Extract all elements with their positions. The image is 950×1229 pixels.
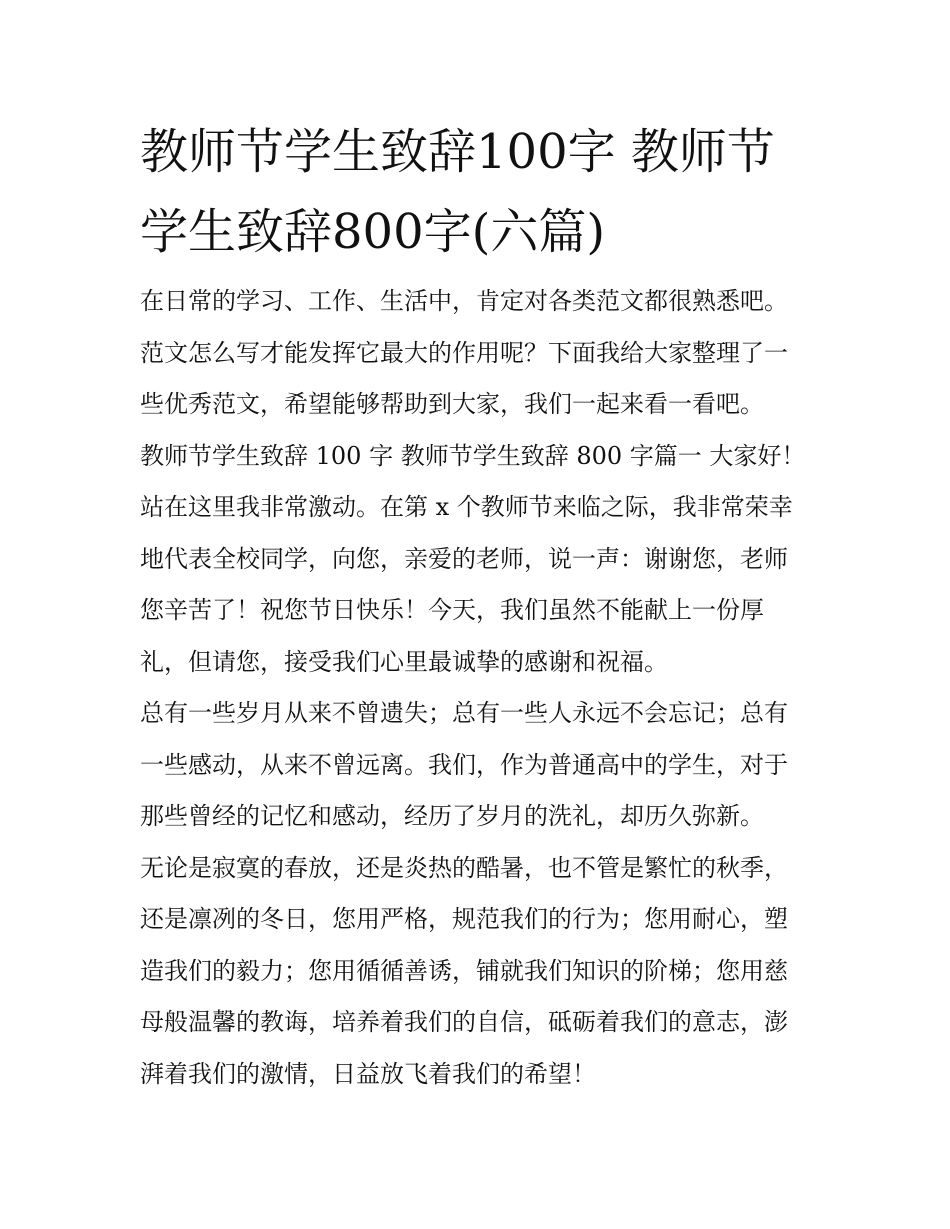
body-line-14: 造我们的毅力；您用循循善诱，铺就我们知识的阶梯；您用慈	[140, 956, 788, 985]
body-line-6: 地代表全校同学，向您，亲爱的老师，说一声：谢谢您，老师	[140, 544, 788, 573]
body-line-11: 那些曾经的记忆和感动，经历了岁月的洗礼，却历久弥新。	[140, 802, 764, 830]
body-line-9: 总有一些岁月从来不曾遗失；总有一些人永远不会忘记；总有	[140, 699, 788, 727]
body-line-5: 站在这里我非常激动。在第 x 个教师节来临之际，我非常荣幸	[140, 493, 793, 521]
body-line-2: 范文怎么写才能发挥它最大的作用呢？下面我给大家整理了一	[140, 338, 788, 367]
document-body	[140, 276, 820, 1100]
body-line-15: 母般温馨的教诲，培养着我们的自信，砥砺着我们的意志，澎	[140, 1008, 788, 1036]
body-line-7: 您辛苦了！祝您节日快乐！今天，我们虽然不能献上一份厚	[140, 596, 764, 624]
body-line-1: 在日常的学习、工作、生活中，肯定对各类范文都很熟悉吧。	[140, 287, 788, 315]
document-title: 教师节学生致辞100字 教师节学生致辞800字(六篇)	[140, 124, 775, 260]
body-line-8: 礼，但请您，接受我们心里最诚挚的感谢和祝福。	[140, 647, 668, 676]
body-line-13: 还是凛冽的冬日，您用严格，规范我们的行为；您用耐心，塑	[140, 905, 788, 933]
body-line-16: 湃着我们的激情，日益放飞着我们的希望！	[140, 1059, 596, 1088]
body-line-12: 无论是寂寞的春放，还是炎热的酷暑，也不管是繁忙的秋季，	[140, 853, 788, 882]
body-line-10: 一些感动，从来不曾远离。我们，作为普通高中的学生，对于	[140, 750, 788, 779]
body-line-3: 些优秀范文，希望能够帮助到大家，我们一起来看一看吧。	[140, 390, 764, 418]
body-line-4: 教师节学生致辞 100 字 教师节学生致辞 800 字篇一 大家好！	[140, 441, 806, 470]
